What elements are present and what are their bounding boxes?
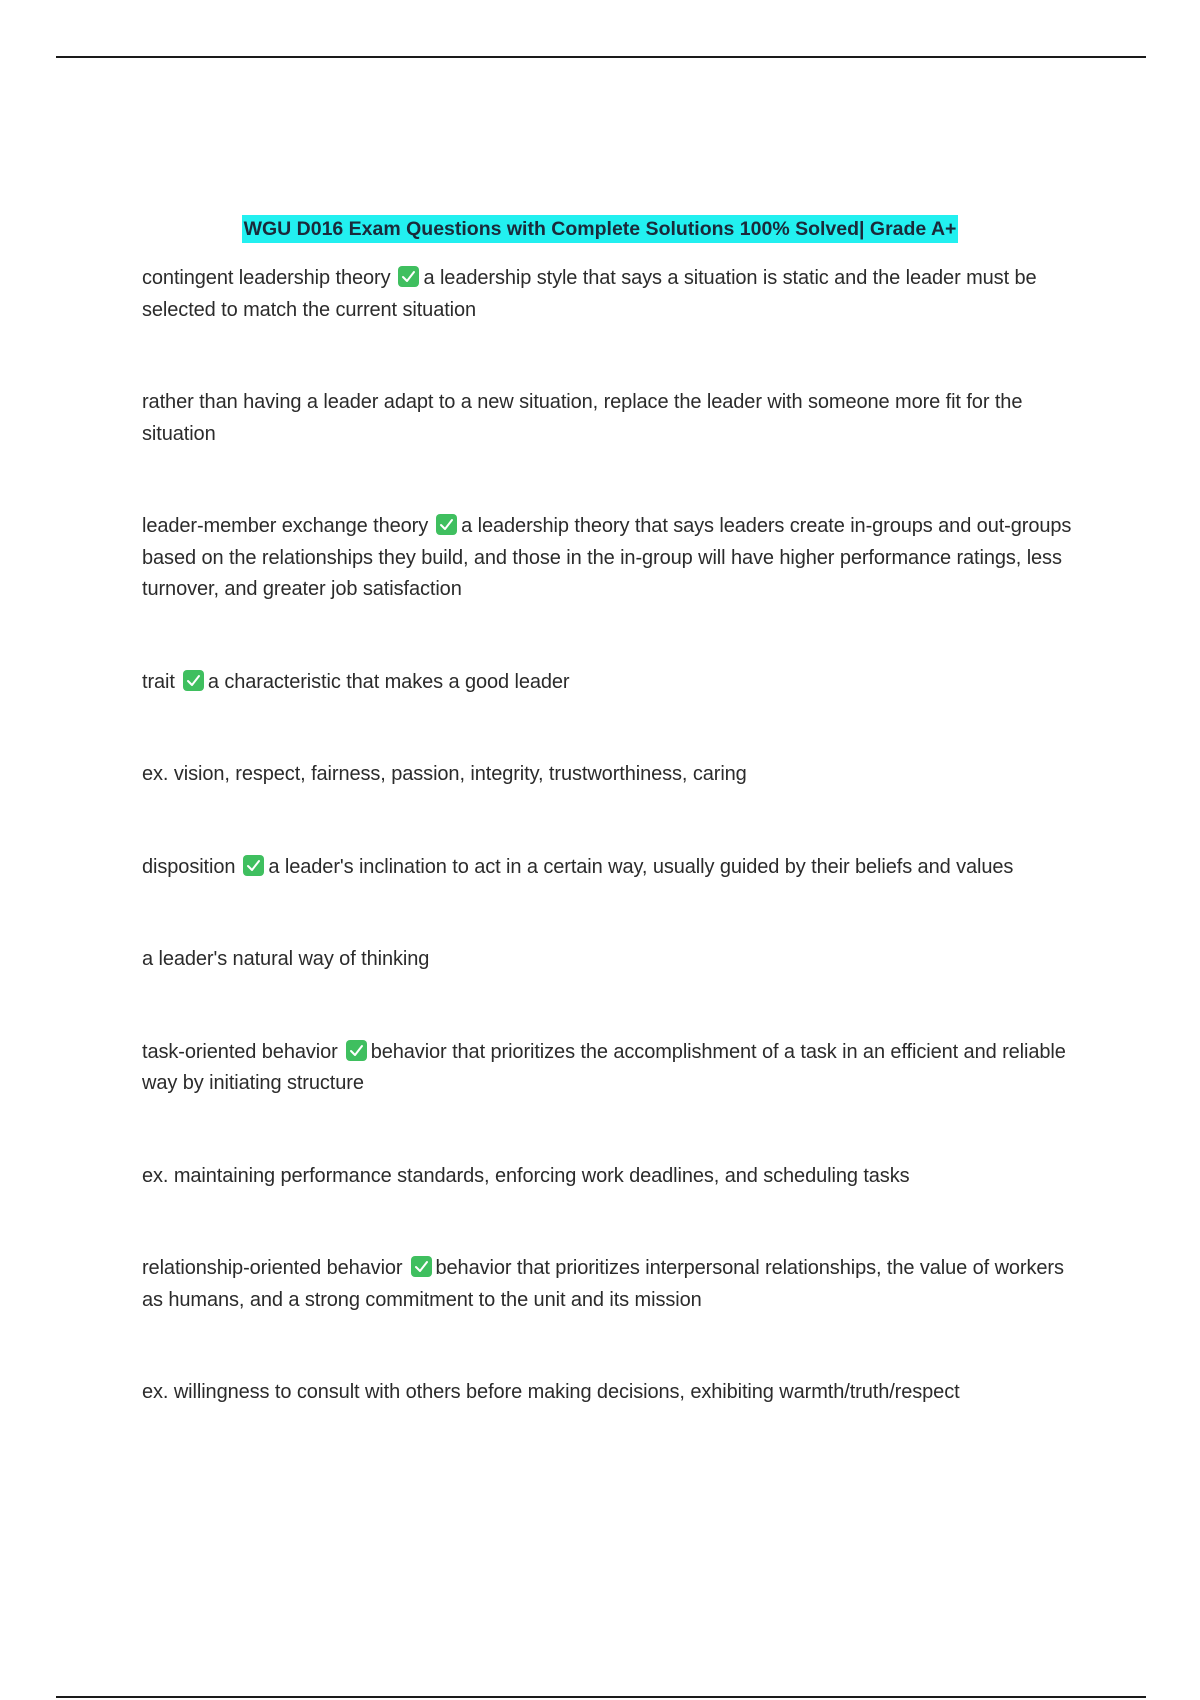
entry-definition: a leadership theory that says leaders create in-groups and out-groups based on the relationships they build, and those in the in-group will have higher performance ratings, less turnover, and greater job satisfaction [142,515,1072,600]
entry-contingent-leadership-theory [142,263,1082,326]
bottom-rule [56,1696,1146,1698]
entry-term: relationship-oriented behavior [142,1257,403,1279]
entry-note-text: ex. vision, respect, fairness, passion, integrity, trustworthiness, caring [142,763,747,785]
entry-trait [142,667,1082,699]
entry-term: contingent leadership theory [142,267,391,289]
entry-term: task-oriented behavior [142,1040,338,1063]
entry-definition: behavior that prioritizes the accomplishment of a task in an efficient and reliable way by initiating structure [142,1040,1066,1094]
entry-definition: behavior that prioritizes interpersonal relationships, the value of workers as humans, and a strong commitment to the unit and its mission [142,1257,1064,1311]
entry-disposition [142,852,1082,884]
check-mark-icon [411,1256,432,1277]
entry-definition: a leader's inclination to act in a certain way, usually guided by their beliefs and values [268,855,1014,878]
document-title: WGU D016 Exam Questions with Complete Solutions 100% Solved| Grade A+ [242,215,959,243]
entry-note [142,1161,1082,1193]
entry-term: disposition [142,855,236,878]
entry-task-oriented-behavior [142,1037,1082,1100]
entry-definition: a characteristic that makes a good leader [207,670,570,693]
check-mark-icon [398,266,419,287]
check-mark-icon [243,855,264,876]
entry-note-text: ex. willingness to consult with others before making decisions, exhibiting warmth/truth/respect [142,1381,960,1403]
title-wrap [0,215,1200,243]
entry-term: leader-member exchange theory [142,515,429,537]
entry-note [142,387,1082,450]
entry-note [142,1377,1082,1409]
check-mark-icon [436,514,457,535]
entry-note [142,944,1082,976]
entry-relationship-oriented-behavior [142,1253,1082,1316]
entry-note-text: ex. maintaining performance standards, enforcing work deadlines, and scheduling tasks [142,1164,910,1187]
top-rule [56,56,1146,58]
entry-leader-member-exchange-theory [142,511,1082,606]
check-mark-icon [346,1040,367,1061]
entry-note-text: rather than having a leader adapt to a new situation, replace the leader with someone more fit for the situation [142,391,1023,445]
document-body [142,263,1082,1409]
entry-definition: a leadership style that says a situation is static and the leader must be selected to match the current situation [142,267,1037,321]
entry-note-text: a leader's natural way of thinking [142,948,430,970]
entry-note [142,759,1082,791]
entry-term: trait [142,670,175,693]
check-mark-icon [183,670,204,691]
